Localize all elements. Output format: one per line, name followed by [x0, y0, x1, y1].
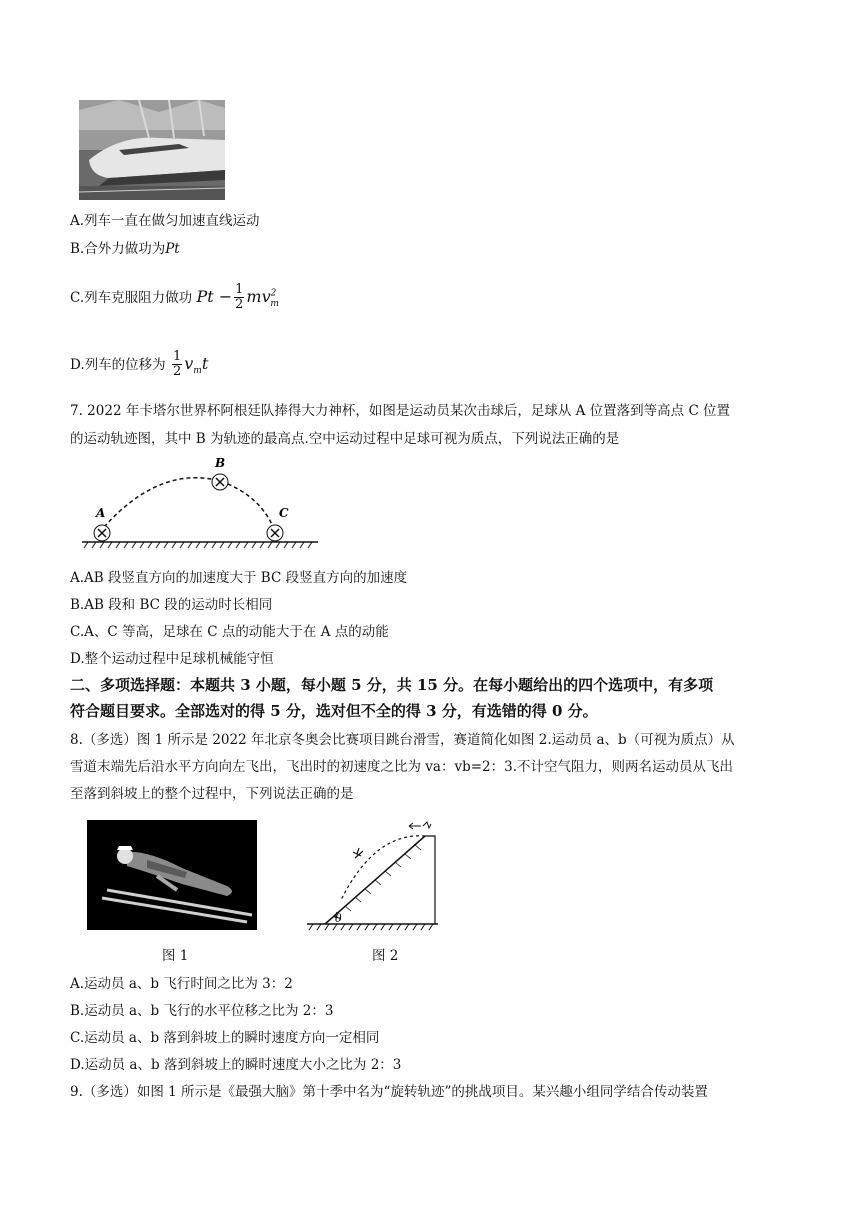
ski-jump-photo [87, 820, 257, 930]
label-c: C [279, 506, 289, 520]
q6-option-d [70, 350, 208, 381]
q9-stem-line1: 9.（多选）如图 1 所示是《最强大脑》第十季中名为“旋转轨迹”的挑战项目。某兴趣小组同学结合传动装置 [70, 1084, 708, 1100]
football-trajectory-diagram [80, 455, 320, 550]
section2-heading-line1: 二、多项选择题：本题共 3 小题，每小题 5 分，共 15 分。在每小题给出的四个选项中，有多项 [70, 676, 714, 694]
ball-b [212, 474, 228, 490]
label-a: A [96, 506, 106, 520]
label-b: B [215, 456, 226, 470]
q6-option-c-formula: Pt − $\frac{1}{2}$ $mv^2_m$ [196, 282, 279, 312]
q7-option-b: B.AB 段和 BC 段的运动时长相同 [70, 597, 273, 613]
q7-option-c: C.A、C 等高，足球在 C 点的动能大于在 A 点的动能 [70, 624, 389, 640]
q8-option-c: C.运动员 a、b 落到斜坡上的瞬时速度方向一定相同 [70, 1030, 380, 1046]
q6-option-d-prefix: D.列车的位移为 [70, 357, 166, 373]
train-photo [79, 100, 225, 200]
q6-option-a: A.列车一直在做匀加速直线运动 [70, 213, 260, 229]
q6-option-d-formula: $\frac{1}{2}$ $v_mt$ [172, 349, 209, 379]
q7-stem-line1: 7. 2022 年卡塔尔世界杯阿根廷队捧得大力神杯，如图是运动员某次击球后，足球从 A 位置落到等高点 C 位置 [70, 403, 731, 419]
section2-heading-line2: 符合题目要求。全部选对的得 5 分，选对但不全的得 3 分，有选错的得 0 分。 [70, 702, 598, 720]
q6-option-c [70, 283, 279, 314]
ski-slope-diagram [305, 818, 440, 933]
fig1-caption: 图 1 [162, 948, 189, 964]
q6-option-b [70, 239, 180, 259]
q6-option-b-math: Pt [165, 241, 180, 257]
q8-stem-line3: 至落到斜坡上的整个过程中，下列说法正确的是 [70, 786, 354, 802]
q6-option-c-prefix: C.列车克服阻力做功 [70, 290, 193, 306]
q8-option-d: D.运动员 a、b 落到斜坡上的瞬时速度大小之比为 2：3 [70, 1057, 402, 1073]
q7-option-a: A.AB 段竖直方向的加速度大于 BC 段竖直方向的加速度 [70, 570, 408, 586]
q8-stem-line2: 雪道末端先后沿水平方向向左飞出，飞出时的初速度之比为 va：vb=2：3.不计空气阻力，则两名运动员从飞出 [70, 759, 734, 775]
q6-option-b-prefix: B.合外力做功为 [70, 241, 166, 257]
q8-stem-line1: 8.（多选）图 1 所示是 2022 年北京冬奥会比赛项目跳台滑雪，赛道简化如图 2.运动员 a、b（可视为质点）从 [70, 732, 735, 748]
fig2-caption: 图 2 [372, 948, 399, 964]
ski-jumper-illustration [87, 820, 257, 930]
q7-stem-line2: 的运动轨迹图，其中 B 为轨迹的最高点.空中运动过程中足球可视为质点，下列说法正确的是 [70, 431, 620, 447]
q8-option-a: A.运动员 a、b 飞行时间之比为 3：2 [70, 976, 293, 992]
ball-c [267, 525, 283, 541]
q7-option-d: D.整个运动过程中足球机械能守恒 [70, 651, 274, 667]
ball-a [94, 525, 110, 541]
train-photo-illustration [79, 100, 225, 200]
q8-option-b: B.运动员 a、b 飞行的水平位移之比为 2：3 [70, 1003, 334, 1019]
theta-label: θ [335, 912, 342, 925]
